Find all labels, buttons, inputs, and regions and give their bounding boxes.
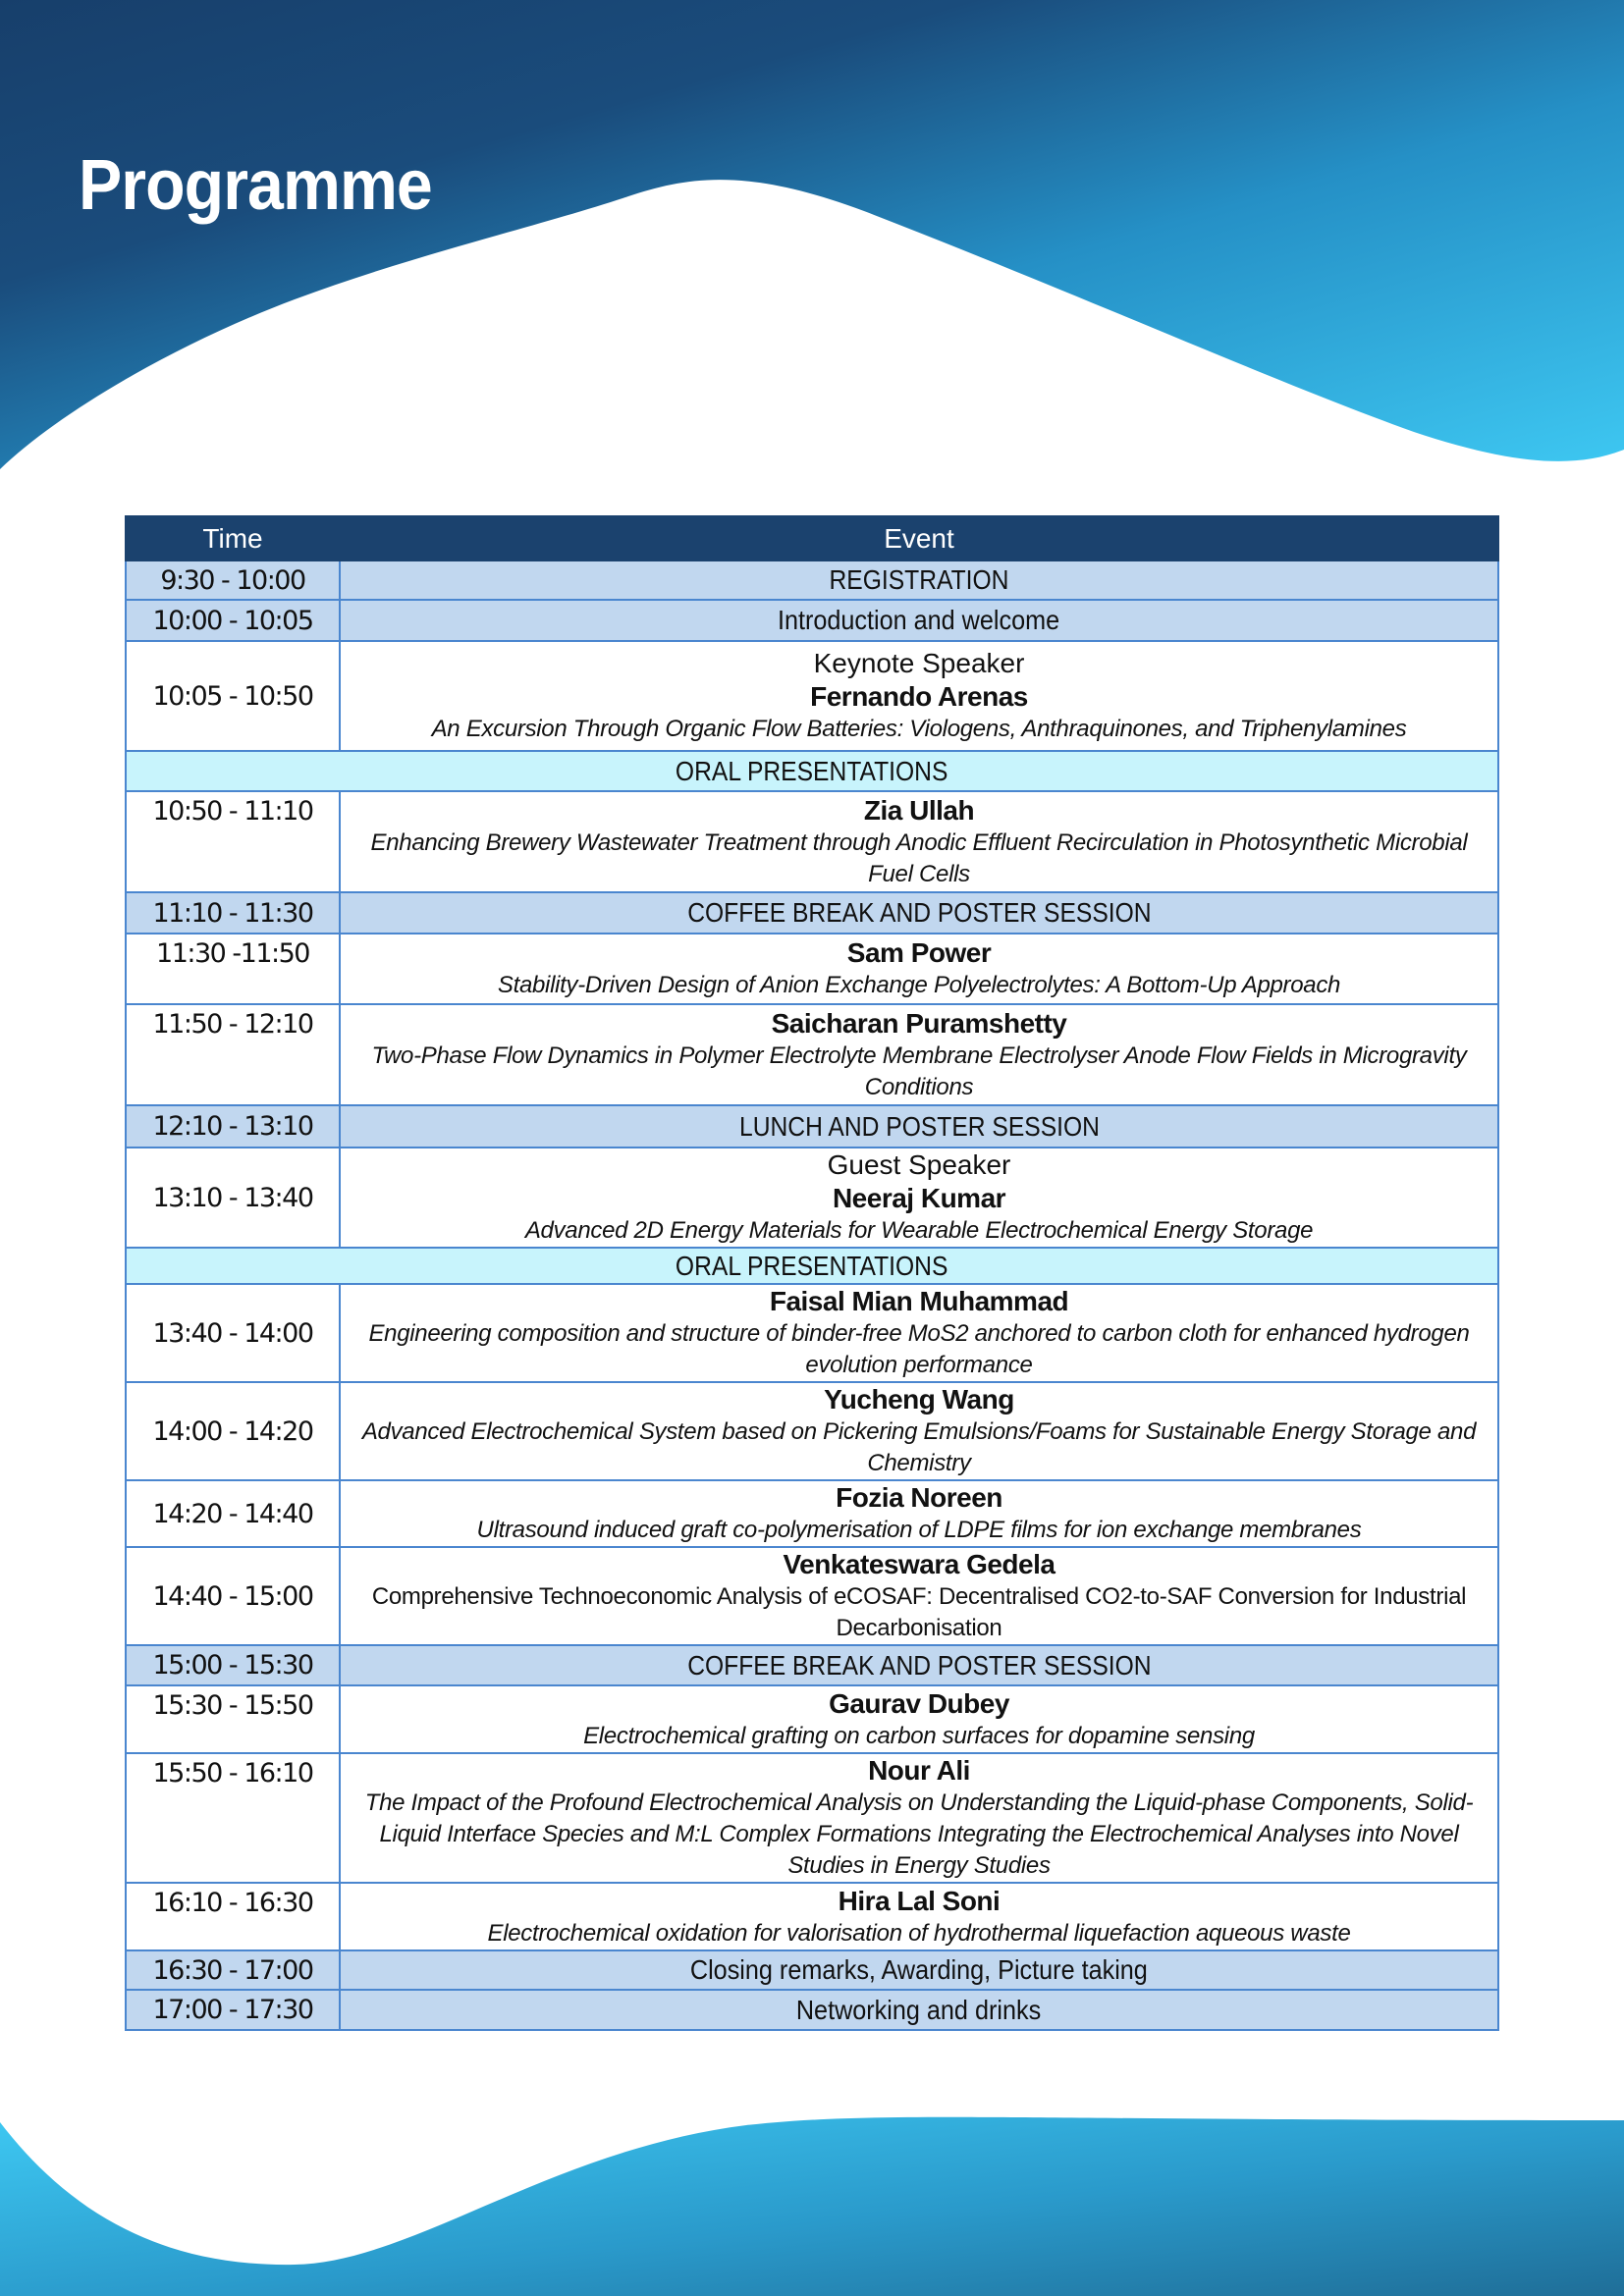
time-cell: 14:00 - 14:20 [126,1382,340,1480]
speaker-name: Saicharan Puramshetty [771,1007,1067,1039]
table-row [126,1148,1498,1248]
talk-title: Comprehensive Technoeconomic Analysis of eCOSAF: Decentralised CO2-to-SAF Conversion for Industrial Decarbonisation [371,1583,1467,1641]
table-row [126,934,1498,1004]
table-row [126,1382,1498,1480]
event-cell [340,1105,1498,1148]
speaker-name: Neeraj Kumar [832,1183,1006,1213]
event-label: COFFEE BREAK AND POSTER SESSION [686,1649,1152,1681]
event-label: COFFEE BREAK AND POSTER SESSION [686,897,1152,928]
speaker-name: Fernando Arenas [810,681,1028,712]
table-row [126,1753,1498,1883]
table-row [126,1685,1498,1753]
section-cell [126,751,1498,791]
table-row [126,791,1498,892]
event-cell [340,1990,1498,2030]
event-cell [340,641,1498,751]
section-label: ORAL PRESENTATIONS [676,1250,948,1281]
table-row [126,1105,1498,1148]
talk-title: Enhancing Brewery Wastewater Treatment through Anodic Effluent Recirculation in Photosynthetic Microbial Fuel Cells [370,828,1468,887]
time-cell: 10:05 - 10:50 [126,641,340,751]
column-header-time: Time [126,516,340,561]
speaker-name: Gaurav Dubey [829,1687,1009,1719]
event-cell [340,1480,1498,1547]
table-row [126,1990,1498,2030]
talk-title: Electrochemical oxidation for valorisation of hydrothermal liquefaction aqueous waste [487,1919,1351,1947]
time-cell: 15:00 - 15:30 [126,1645,340,1685]
talk-title: Electrochemical grafting on carbon surfaces for dopamine sensing [583,1722,1255,1749]
event-label: Closing remarks, Awarding, Picture taking [690,1954,1148,1985]
time-cell: 11:10 - 11:30 [126,892,340,934]
event-cell [340,600,1498,641]
speaker-name: Sam Power [846,937,992,968]
table-row [126,1284,1498,1382]
time-cell: 13:10 - 13:40 [126,1148,340,1248]
speaker-name: Nour Ali [868,1755,970,1786]
section-label: ORAL PRESENTATIONS [676,755,948,786]
time-cell: 9:30 - 10:00 [126,561,340,600]
talk-title: An Excursion Through Organic Flow Batteries: Viologens, Anthraquinones, and Triphenylamines [431,716,1407,742]
event-cell [340,1148,1498,1248]
section-row [126,1248,1498,1284]
time-cell: 12:10 - 13:10 [126,1105,340,1148]
time-cell: 10:50 - 11:10 [126,791,340,892]
event-cell [340,791,1498,892]
time-cell: 10:00 - 10:05 [126,600,340,641]
time-cell: 15:50 - 16:10 [126,1753,340,1883]
speaker-name: Yucheng Wang [824,1384,1014,1415]
event-label: REGISTRATION [829,564,1009,595]
time-cell: 13:40 - 14:00 [126,1284,340,1382]
programme-table [125,515,1499,2031]
page-title: Programme [79,146,432,225]
talk-title: Two-Phase Flow Dynamics in Polymer Electrolyte Membrane Electrolyser Anode Flow Fields in Microgravity Conditions [371,1041,1467,1100]
column-header-event: Event [340,516,1498,561]
event-cell [340,1547,1498,1645]
time-cell: 11:50 - 12:10 [126,1004,340,1105]
time-cell: 11:30 -11:50 [126,934,340,1004]
speaker-role: Guest Speaker [827,1149,1011,1180]
table-row [126,641,1498,751]
time-cell: 14:40 - 15:00 [126,1547,340,1645]
time-cell: 16:30 - 17:00 [126,1950,340,1990]
talk-title: Stability-Driven Design of Anion Exchange Polyelectrolytes: A Bottom-Up Approach [497,972,1341,998]
table-row [126,1950,1498,1990]
talk-title: Ultrasound induced graft co-polymerisation of LDPE films for ion exchange membranes [476,1517,1362,1543]
event-cell [340,892,1498,934]
speaker-name: Hira Lal Soni [838,1885,1001,1916]
time-cell: 17:00 - 17:30 [126,1990,340,2030]
table-row [126,1004,1498,1105]
event-cell [340,1382,1498,1480]
table-row [126,1645,1498,1685]
section-row [126,751,1498,791]
time-cell: 14:20 - 14:40 [126,1480,340,1547]
table-row [126,892,1498,934]
event-cell [340,1645,1498,1685]
speaker-name: Venkateswara Gedela [783,1549,1056,1579]
event-cell [340,934,1498,1004]
event-cell [340,1883,1498,1950]
footer-wave-background [0,2042,1624,2296]
time-cell: 15:30 - 15:50 [126,1685,340,1753]
event-cell [340,1753,1498,1883]
event-cell [340,1004,1498,1105]
event-cell [340,1284,1498,1382]
event-cell [340,1950,1498,1990]
speaker-name: Faisal Mian Muhammad [769,1286,1069,1316]
speaker-name: Zia Ullah [863,794,975,826]
time-cell: 16:10 - 16:30 [126,1883,340,1950]
talk-title: Engineering composition and structure of binder-free MoS2 anchored to carbon cloth for enhanced hydrogen evolution performance [368,1320,1470,1378]
section-cell [126,1248,1498,1284]
header-wave-background [0,0,1624,491]
event-cell [340,561,1498,600]
event-label: LUNCH AND POSTER SESSION [738,1110,1100,1142]
table-header-row [126,516,1498,561]
talk-title: The Impact of the Profound Electrochemical Analysis on Understanding the Liquid-phase Components, Solid-Liquid Interface Species and M:L Complex Formations Integrating the Electrochemical Analyses into Novel Studies in Energy Studies [364,1789,1474,1879]
table-row [126,600,1498,641]
speaker-name: Fozia Noreen [836,1482,1002,1513]
event-label: Introduction and welcome [778,605,1060,635]
speaker-role: Keynote Speaker [813,648,1025,678]
talk-title: Advanced 2D Energy Materials for Wearable Electrochemical Energy Storage [524,1217,1314,1244]
talk-title: Advanced Electrochemical System based on Pickering Emulsions/Foams for Sustainable Energy Storage and Chemistry [361,1418,1477,1476]
table-row [126,1480,1498,1547]
table-row [126,1883,1498,1950]
table-row [126,1547,1498,1645]
table-row [126,561,1498,600]
event-cell [340,1685,1498,1753]
event-label: Networking and drinks [796,1994,1042,2025]
